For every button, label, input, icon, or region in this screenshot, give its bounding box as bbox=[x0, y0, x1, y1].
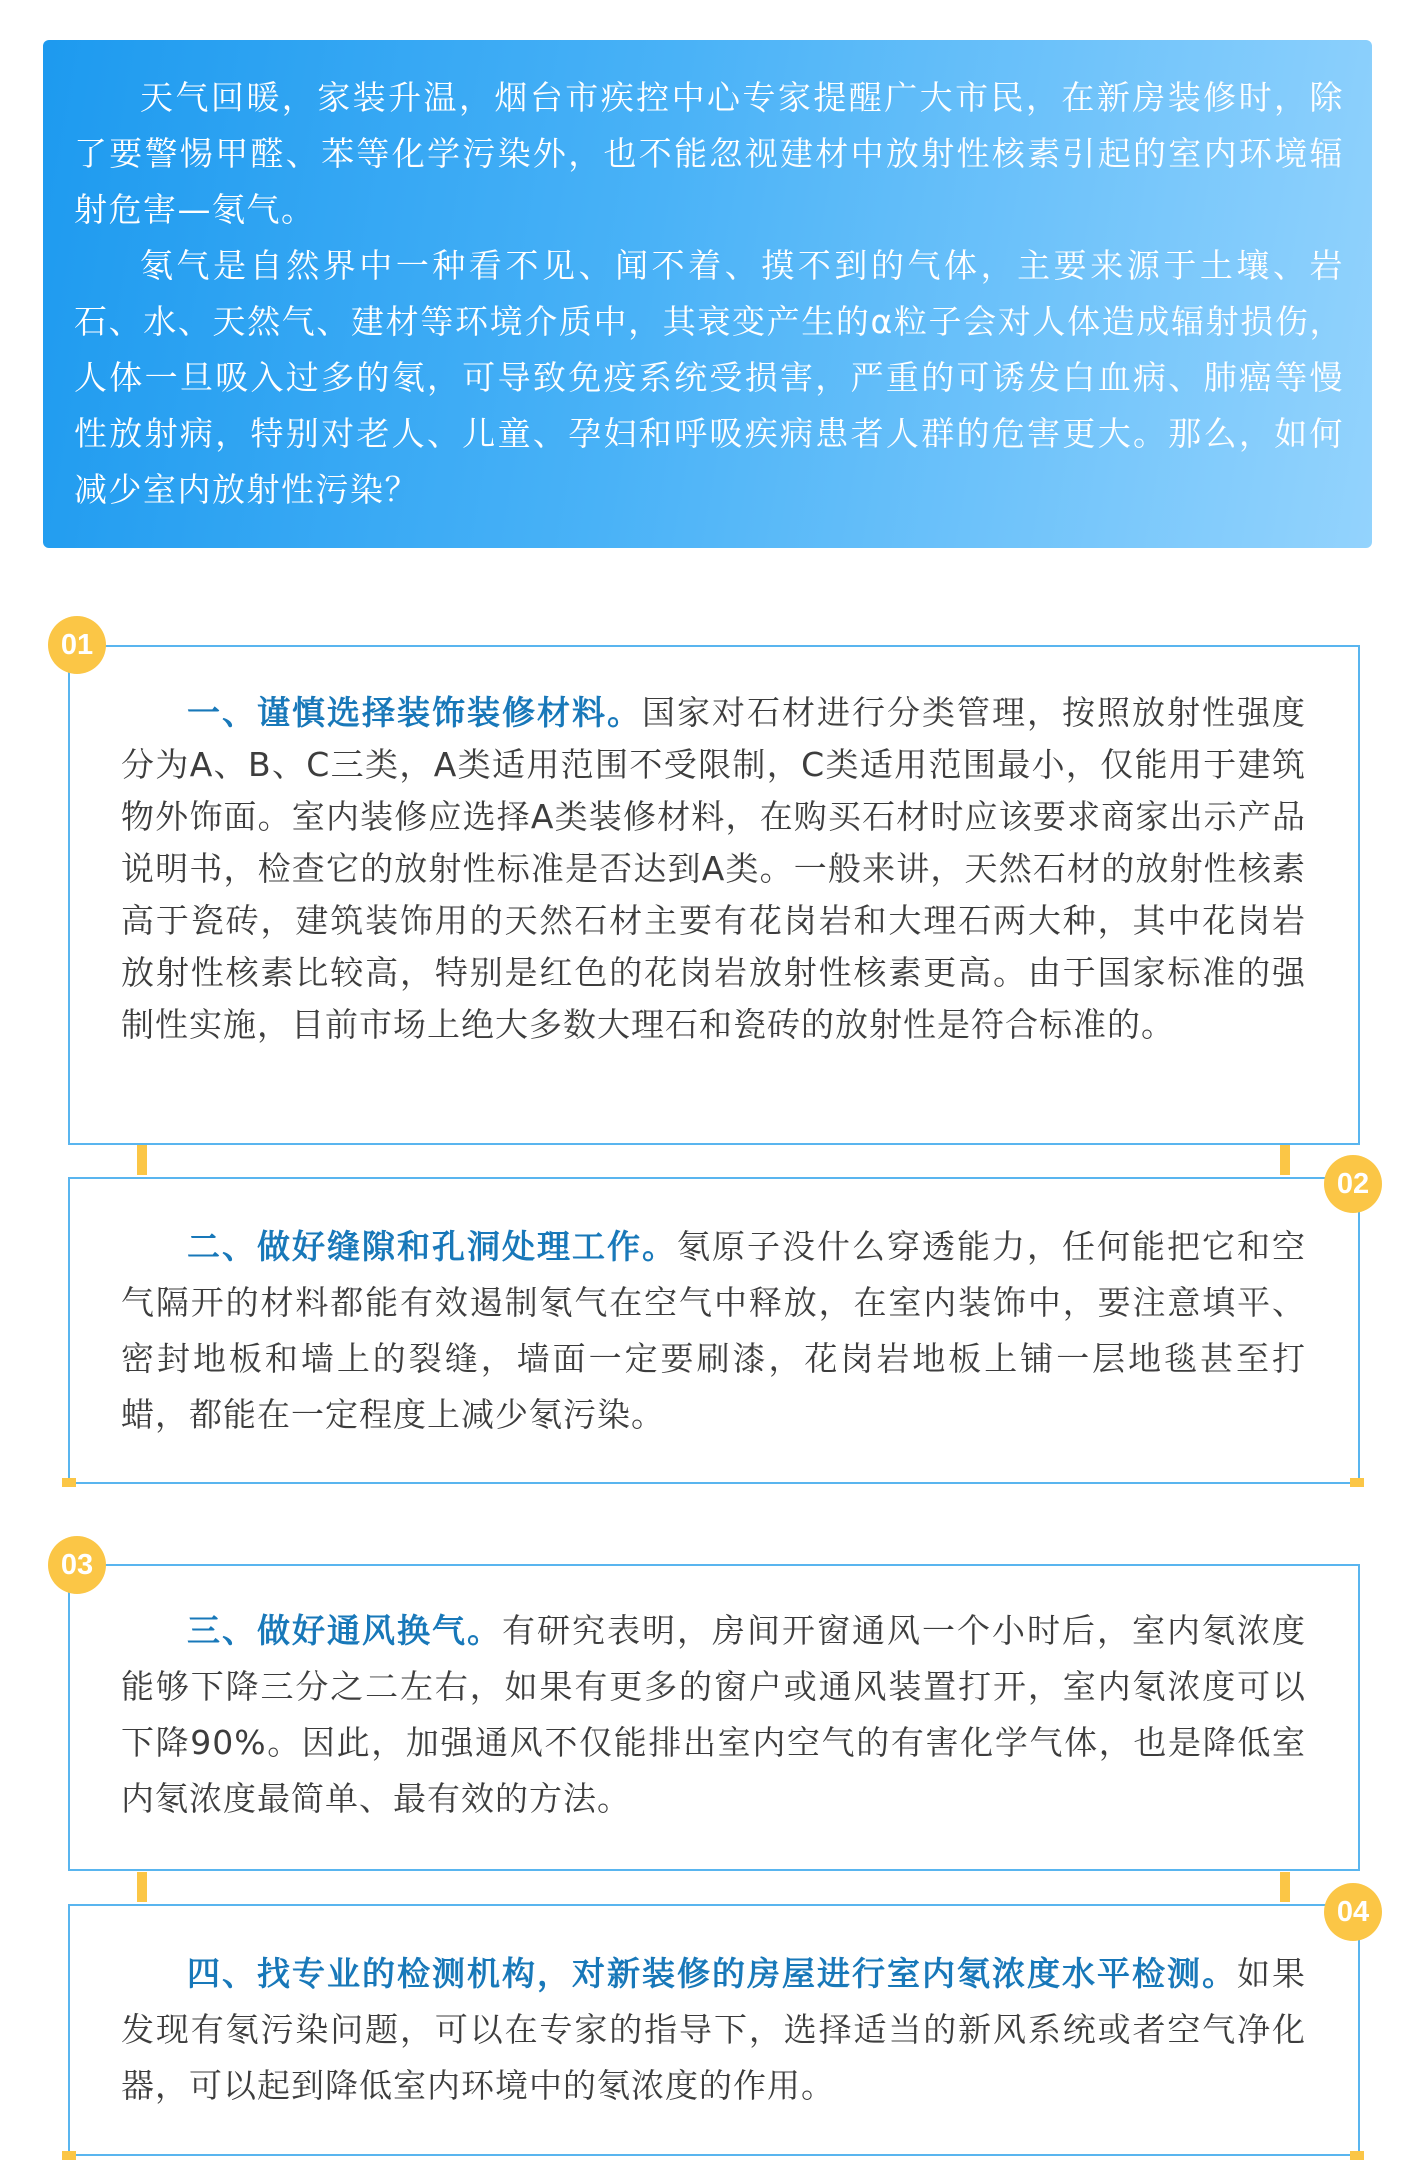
section-text bbox=[121, 1603, 1306, 1827]
intro-paragraph-2: 氡气是自然界中一种看不见、闻不着、摸不到的气体，主要来源于土壤、岩石、水、天然气、建材等环境介质中，其衰变产生的α粒子会对人体造成辐射损伤，人体一旦吸入过多的氡，可导致免疫系统受损害，严重的可诱发白血病、肺癌等慢性放射病，特别对老人、儿童、孕妇和呼吸疾病患者人群的危害更大。那么，如何减少室内放射性污染？ bbox=[74, 246, 1344, 509]
connector-mark bbox=[137, 1145, 147, 1175]
connector-mark bbox=[1280, 1145, 1290, 1175]
connector-mark bbox=[1280, 1872, 1290, 1902]
section-heading: 二、做好缝隙和孔洞处理工作。 bbox=[187, 1227, 677, 1266]
corner-mark bbox=[1350, 2151, 1364, 2160]
section-number-badge: 03 bbox=[48, 1536, 106, 1594]
section-card-4 bbox=[68, 1904, 1360, 2156]
corner-mark bbox=[62, 2151, 76, 2160]
section-body: 氡原子没什么穿透能力，任何能把它和空气隔开的材料都能有效遏制氡气在空气中释放，在室内装饰中，要注意填平、密封地板和墙上的裂缝，墙面一定要刷漆，花岗岩地板上铺一层地毯甚至打蜡，都能在一定程度上减少氡污染。 bbox=[121, 1227, 1306, 1434]
section-body: 有研究表明，房间开窗通风一个小时后，室内氡浓度能够下降三分之二左右，如果有更多的窗户或通风装置打开，室内氡浓度可以下降90%。因此，加强通风不仅能排出室内空气的有害化学气体，也是降低室内氡浓度最简单、最有效的方法。 bbox=[121, 1611, 1306, 1818]
section-heading: 一、谨慎选择装饰装修材料。 bbox=[187, 693, 642, 732]
section-heading: 四、找专业的检测机构，对新装修的房屋进行室内氡浓度水平检测。 bbox=[187, 1954, 1237, 1993]
section-text bbox=[121, 1946, 1306, 2114]
section-body: 如果发现有氡污染问题，可以在专家的指导下，选择适当的新风系统或者空气净化器，可以起到降低室内环境中的氡浓度的作用。 bbox=[121, 1954, 1306, 2105]
connector-mark bbox=[137, 1872, 147, 1902]
section-heading: 三、做好通风换气。 bbox=[187, 1611, 502, 1650]
corner-mark bbox=[62, 1478, 76, 1487]
section-number-badge: 04 bbox=[1324, 1883, 1382, 1941]
section-number-badge: 02 bbox=[1324, 1155, 1382, 1213]
section-text bbox=[121, 1219, 1306, 1443]
section-text bbox=[121, 687, 1306, 1051]
corner-mark bbox=[1350, 1478, 1364, 1487]
section-body: 国家对石材进行分类管理，按照放射性强度分为A、B、C三类，A类适用范围不受限制，C类适用范围最小，仅能用于建筑物外饰面。室内装修应选择A类装修材料，在购买石材时应该要求商家出示产品说明书，检查它的放射性标准是否达到A类。一般来讲，天然石材的放射性核素高于瓷砖，建筑装饰用的天然石材主要有花岗岩和大理石两大种，其中花岗岩放射性核素比较高，特别是红色的花岗岩放射性核素更高。由于国家标准的强制性实施，目前市场上绝大多数大理石和瓷砖的放射性是符合标准的。 bbox=[121, 693, 1306, 1044]
intro-paragraph-1: 天气回暖，家装升温，烟台市疾控中心专家提醒广大市民，在新房装修时，除了要警惕甲醛、苯等化学污染外，也不能忽视建材中放射性核素引起的室内环境辐射危害—氡气。 bbox=[74, 78, 1344, 229]
section-card-2 bbox=[68, 1177, 1360, 1484]
intro-box bbox=[43, 40, 1372, 548]
section-number-badge: 01 bbox=[48, 616, 106, 674]
section-card-3 bbox=[68, 1564, 1360, 1871]
section-card-1 bbox=[68, 645, 1360, 1145]
